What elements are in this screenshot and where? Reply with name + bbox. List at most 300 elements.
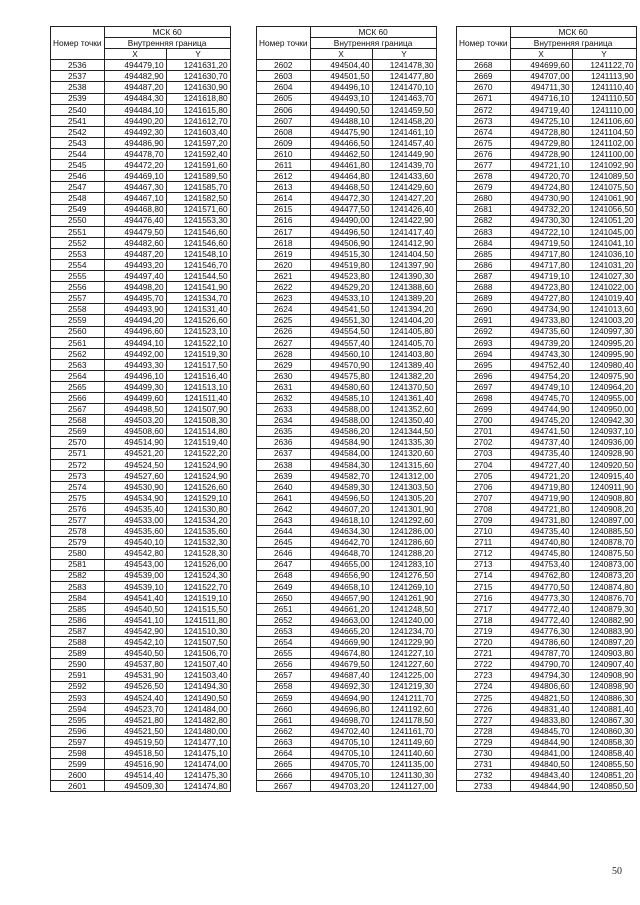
table-row [51, 93, 231, 104]
x-cell: 494468,50 [310, 182, 372, 193]
y-cell: 1241106,60 [572, 115, 636, 126]
table-row [257, 82, 437, 93]
table-row [457, 160, 637, 171]
table-row [51, 204, 231, 215]
table-row [257, 681, 437, 692]
y-cell: 1240881,40 [572, 703, 636, 714]
x-cell: 494490,20 [104, 115, 166, 126]
point-number-cell: 2629 [257, 359, 311, 370]
point-number-cell: 2680 [457, 193, 511, 204]
point-number-cell: 2705 [457, 470, 511, 481]
y-cell: 1241519,40 [166, 437, 230, 448]
x-cell: 494551,30 [310, 315, 372, 326]
table-row [457, 226, 637, 237]
x-cell: 494588,00 [310, 415, 372, 426]
y-cell: 1241541,90 [166, 282, 230, 293]
table-row [257, 426, 437, 437]
x-cell: 494696,80 [310, 703, 372, 714]
point-number-cell: 2696 [457, 370, 511, 381]
point-number-cell: 2593 [51, 692, 105, 703]
table-row [257, 515, 437, 526]
x-cell: 494679,50 [310, 659, 372, 670]
table-row [51, 137, 231, 148]
y-cell: 1241603,40 [166, 126, 230, 137]
x-cell: 494514,40 [104, 770, 166, 781]
x-cell: 494754,20 [510, 370, 572, 381]
point-number-cell: 2565 [51, 382, 105, 393]
y-cell: 1240911,90 [572, 481, 636, 492]
point-number-cell: 2592 [51, 681, 105, 692]
table-row [457, 481, 637, 492]
y-cell: 1240997,30 [572, 326, 636, 337]
y-cell: 1241394,20 [372, 304, 436, 315]
point-number-cell: 2628 [257, 348, 311, 359]
table-row [51, 448, 231, 459]
table-row [51, 304, 231, 315]
point-number-cell: 2640 [257, 481, 311, 492]
point-number-cell: 2619 [257, 248, 311, 259]
point-number-cell: 2575 [51, 492, 105, 503]
x-cell: 494540,50 [104, 603, 166, 614]
table-row [457, 60, 637, 71]
table-row [257, 548, 437, 559]
y-cell: 1240937,10 [572, 426, 636, 437]
table-row [51, 82, 231, 93]
point-number-cell: 2652 [257, 614, 311, 625]
x-cell: 494496,60 [104, 326, 166, 337]
x-cell: 494694,90 [310, 692, 372, 703]
x-cell: 494539,10 [104, 581, 166, 592]
y-cell: 1241515,50 [166, 603, 230, 614]
y-cell: 1241463,70 [372, 93, 436, 104]
y-cell: 1241526,60 [166, 481, 230, 492]
y-cell: 1241092,90 [572, 160, 636, 171]
point-number-cell: 2732 [457, 770, 511, 781]
table-row [51, 526, 231, 537]
table-row [51, 160, 231, 171]
table-row [457, 559, 637, 570]
table-row [457, 648, 637, 659]
y-header: Y [572, 49, 636, 60]
x-cell: 494840,50 [510, 759, 572, 770]
x-cell: 494535,40 [104, 504, 166, 515]
point-number-cell: 2649 [257, 581, 311, 592]
table-row [51, 537, 231, 548]
point-number-cell: 2651 [257, 603, 311, 614]
point-number-cell: 2625 [257, 315, 311, 326]
x-cell: 494821,50 [510, 692, 572, 703]
x-cell: 494745,80 [510, 548, 572, 559]
table-row [457, 437, 637, 448]
table-row [51, 348, 231, 359]
y-cell: 1241484,00 [166, 703, 230, 714]
point-number-cell: 2544 [51, 149, 105, 160]
table-row [457, 237, 637, 248]
y-cell: 1240883,90 [572, 626, 636, 637]
point-number-cell: 2633 [257, 404, 311, 415]
x-cell: 494524,50 [104, 459, 166, 470]
table-row [257, 415, 437, 426]
x-cell: 494541,40 [104, 592, 166, 603]
table-row [457, 426, 637, 437]
point-number-cell: 2643 [257, 515, 311, 526]
y-cell: 1241225,00 [372, 670, 436, 681]
x-cell: 494560,10 [310, 348, 372, 359]
y-cell: 1241510,30 [166, 626, 230, 637]
table-row [457, 304, 637, 315]
y-cell: 1241477,80 [372, 71, 436, 82]
point-number-cell: 2555 [51, 271, 105, 282]
x-cell: 494472,20 [104, 160, 166, 171]
y-cell: 1241571,60 [166, 204, 230, 215]
point-number-cell: 2549 [51, 204, 105, 215]
y-cell: 1240878,70 [572, 537, 636, 548]
table-row [457, 293, 637, 304]
x-cell: 494843,40 [510, 770, 572, 781]
point-number-cell: 2700 [457, 415, 511, 426]
y-cell: 1241122,70 [572, 60, 636, 71]
table-row [457, 82, 637, 93]
table-row [51, 271, 231, 282]
y-cell: 1241615,80 [166, 104, 230, 115]
point-number-cell: 2731 [457, 759, 511, 770]
y-cell: 1241480,00 [166, 725, 230, 736]
point-number-cell: 2546 [51, 171, 105, 182]
table-row [257, 337, 437, 348]
point-number-cell: 2610 [257, 149, 311, 160]
point-number-cell: 2559 [51, 315, 105, 326]
y-cell: 1241361,40 [372, 393, 436, 404]
x-cell: 494744,90 [510, 404, 572, 415]
y-cell: 1241192,60 [372, 703, 436, 714]
x-cell: 494580,60 [310, 382, 372, 393]
table-row [457, 581, 637, 592]
table-row [257, 492, 437, 503]
point-number-cell: 2712 [457, 548, 511, 559]
point-number-cell: 2556 [51, 282, 105, 293]
y-cell: 1240975,90 [572, 370, 636, 381]
x-cell: 494687,40 [310, 670, 372, 681]
point-number-cell: 2571 [51, 448, 105, 459]
table-row [257, 237, 437, 248]
x-cell: 494770,50 [510, 581, 572, 592]
table-row [257, 293, 437, 304]
point-number-cell: 2709 [457, 515, 511, 526]
point-number-cell: 2675 [457, 137, 511, 148]
table-row [51, 581, 231, 592]
point-number-cell: 2608 [257, 126, 311, 137]
y-cell: 1241507,90 [166, 404, 230, 415]
point-number-cell: 2702 [457, 437, 511, 448]
table-row [51, 659, 231, 670]
table-row [51, 182, 231, 193]
page-number: 50 [612, 866, 622, 877]
table-row [457, 348, 637, 359]
table-row [51, 404, 231, 415]
point-number-cell: 2583 [51, 581, 105, 592]
point-number-cell: 2552 [51, 237, 105, 248]
table-row [257, 759, 437, 770]
point-number-cell: 2615 [257, 204, 311, 215]
table-row [457, 459, 637, 470]
y-cell: 1241350,40 [372, 415, 436, 426]
point-number-cell: 2639 [257, 470, 311, 481]
table-row [257, 326, 437, 337]
table-row [457, 492, 637, 503]
x-cell: 494570,90 [310, 359, 372, 370]
x-cell: 494733,80 [510, 315, 572, 326]
table-row [257, 149, 437, 160]
x-cell: 494529,20 [310, 282, 372, 293]
x-cell: 494542,10 [104, 637, 166, 648]
point-number-cell: 2632 [257, 393, 311, 404]
boundary-header: Внутренняя граница [510, 38, 636, 49]
y-cell: 1241404,50 [372, 248, 436, 259]
table-row [51, 293, 231, 304]
point-number-cell: 2669 [457, 71, 511, 82]
y-cell: 1240873,20 [572, 570, 636, 581]
y-cell: 1241482,80 [166, 714, 230, 725]
y-cell: 1240936,00 [572, 437, 636, 448]
y-cell: 1241286,00 [372, 526, 436, 537]
x-cell: 494752,40 [510, 359, 572, 370]
y-cell: 1241508,30 [166, 415, 230, 426]
point-number-cell: 2562 [51, 348, 105, 359]
y-cell: 1241429,60 [372, 182, 436, 193]
y-cell: 1241526,00 [166, 559, 230, 570]
point-number-cell: 2684 [457, 237, 511, 248]
table-row [457, 781, 637, 792]
x-cell: 494707,00 [510, 71, 572, 82]
y-cell: 1241315,60 [372, 459, 436, 470]
x-cell: 494787,70 [510, 648, 572, 659]
table-row [257, 781, 437, 792]
point-number-cell: 2600 [51, 770, 105, 781]
point-number-cell: 2719 [457, 626, 511, 637]
y-cell: 1240995,20 [572, 337, 636, 348]
y-cell: 1241534,70 [166, 293, 230, 304]
y-cell: 1241426,40 [372, 204, 436, 215]
x-cell: 494467,30 [104, 182, 166, 193]
x-cell: 494493,90 [104, 304, 166, 315]
y-cell: 1241130,30 [372, 770, 436, 781]
x-cell: 494497,40 [104, 271, 166, 282]
y-cell: 1240858,40 [572, 748, 636, 759]
table-row [257, 714, 437, 725]
x-cell: 494493,30 [104, 359, 166, 370]
y-cell: 1240875,50 [572, 548, 636, 559]
y-cell: 1241140,60 [372, 748, 436, 759]
x-cell: 494634,30 [310, 526, 372, 537]
x-cell: 494749,10 [510, 382, 572, 393]
table-row [257, 193, 437, 204]
y-cell: 1241219,30 [372, 681, 436, 692]
table-row [457, 315, 637, 326]
y-cell: 1241161,70 [372, 725, 436, 736]
y-cell: 1240867,30 [572, 714, 636, 725]
table-row [257, 592, 437, 603]
point-number-cell: 2647 [257, 559, 311, 570]
x-cell: 494526,50 [104, 681, 166, 692]
table-row [257, 315, 437, 326]
y-cell: 1241102,00 [572, 137, 636, 148]
y-cell: 1241477,10 [166, 737, 230, 748]
point-number-cell: 2713 [457, 559, 511, 570]
table-row [51, 415, 231, 426]
y-cell: 1241531,40 [166, 304, 230, 315]
point-number-cell: 2636 [257, 437, 311, 448]
point-number-cell: 2578 [51, 526, 105, 537]
table-row [257, 182, 437, 193]
y-cell: 1241110,00 [572, 104, 636, 115]
table-row [257, 659, 437, 670]
y-cell: 1241517,50 [166, 359, 230, 370]
table-row [257, 137, 437, 148]
table-row [257, 537, 437, 548]
x-cell: 494467,10 [104, 193, 166, 204]
table-row [51, 193, 231, 204]
x-cell: 494466,50 [310, 137, 372, 148]
point-number-cell: 2627 [257, 337, 311, 348]
point-number-cell: 2686 [457, 259, 511, 270]
y-cell: 1241433,60 [372, 171, 436, 182]
table-row [51, 637, 231, 648]
x-cell: 494509,30 [104, 781, 166, 792]
point-number-cell: 2691 [457, 315, 511, 326]
point-number-cell: 2574 [51, 481, 105, 492]
y-cell: 1240858,30 [572, 737, 636, 748]
table-row [257, 71, 437, 82]
y-cell: 1241312,00 [372, 470, 436, 481]
y-cell: 1241041,10 [572, 237, 636, 248]
table-row [257, 160, 437, 171]
y-cell: 1241507,50 [166, 637, 230, 648]
point-number-cell: 2645 [257, 537, 311, 548]
x-cell: 494844,90 [510, 737, 572, 748]
x-cell: 494533,00 [104, 515, 166, 526]
y-cell: 1241286,60 [372, 537, 436, 548]
point-number-cell: 2721 [457, 648, 511, 659]
point-number-cell: 2613 [257, 182, 311, 193]
x-cell: 494772,40 [510, 614, 572, 625]
table-row [51, 626, 231, 637]
table-row [51, 759, 231, 770]
x-cell: 494698,70 [310, 714, 372, 725]
point-number-cell: 2661 [257, 714, 311, 725]
y-cell: 1240860,30 [572, 725, 636, 736]
y-cell: 1241089,50 [572, 171, 636, 182]
table-row [51, 781, 231, 792]
x-cell: 494539,00 [104, 570, 166, 581]
point-number-cell: 2720 [457, 637, 511, 648]
table-row [51, 492, 231, 503]
y-cell: 1241104,50 [572, 126, 636, 137]
x-cell: 494524,40 [104, 692, 166, 703]
point-number-cell: 2701 [457, 426, 511, 437]
x-cell: 494721,80 [510, 504, 572, 515]
x-cell: 494468,80 [104, 204, 166, 215]
point-number-cell: 2540 [51, 104, 105, 115]
point-number-cell: 2543 [51, 137, 105, 148]
table-row [257, 626, 437, 637]
point-number-cell: 2685 [457, 248, 511, 259]
x-cell: 494741,50 [510, 426, 572, 437]
coordinate-system-header: МСК 60 [310, 27, 436, 38]
y-cell: 1241524,90 [166, 470, 230, 481]
point-number-cell: 2581 [51, 559, 105, 570]
x-cell: 494479,50 [104, 226, 166, 237]
point-number-cell: 2722 [457, 659, 511, 670]
y-cell: 1240950,00 [572, 404, 636, 415]
table-row [457, 681, 637, 692]
y-cell: 1241544,50 [166, 271, 230, 282]
point-number-cell: 2584 [51, 592, 105, 603]
x-cell: 494702,40 [310, 725, 372, 736]
table-row [457, 548, 637, 559]
x-cell: 494476,40 [104, 215, 166, 226]
table-row [257, 692, 437, 703]
x-cell: 494648,70 [310, 548, 372, 559]
x-cell: 494554,50 [310, 326, 372, 337]
table-row [51, 126, 231, 137]
x-cell: 494790,70 [510, 659, 572, 670]
y-cell: 1241630,90 [166, 82, 230, 93]
table-row [51, 104, 231, 115]
x-cell: 494542,80 [104, 548, 166, 559]
table-row [457, 415, 637, 426]
y-cell: 1241503,40 [166, 670, 230, 681]
point-number-cell: 2580 [51, 548, 105, 559]
x-cell: 494833,80 [510, 714, 572, 725]
x-cell: 494482,90 [104, 71, 166, 82]
y-cell: 1241227,60 [372, 659, 436, 670]
table-row [457, 626, 637, 637]
y-cell: 1240886,30 [572, 692, 636, 703]
x-cell: 494699,60 [510, 60, 572, 71]
x-cell: 494490,50 [310, 104, 372, 115]
point-number-cell: 2641 [257, 492, 311, 503]
y-cell: 1241553,30 [166, 215, 230, 226]
table-row [257, 348, 437, 359]
table-row [257, 248, 437, 259]
point-number-header: Номер точки [51, 27, 105, 60]
y-cell: 1241412,90 [372, 237, 436, 248]
point-number-cell: 2570 [51, 437, 105, 448]
table-row [51, 337, 231, 348]
table-row [51, 592, 231, 603]
y-cell: 1241100,00 [572, 149, 636, 160]
point-number-cell: 2660 [257, 703, 311, 714]
point-number-cell: 2596 [51, 725, 105, 736]
x-cell: 494496,10 [310, 82, 372, 93]
table-row [51, 226, 231, 237]
point-number-cell: 2662 [257, 725, 311, 736]
x-cell: 494724,80 [510, 182, 572, 193]
y-cell: 1241110,50 [572, 93, 636, 104]
y-cell: 1241388,60 [372, 282, 436, 293]
point-number-cell: 2551 [51, 226, 105, 237]
table-row [457, 271, 637, 282]
point-number-cell: 2542 [51, 126, 105, 137]
x-cell: 494607,20 [310, 504, 372, 515]
x-cell: 494845,70 [510, 725, 572, 736]
y-cell: 1241535,60 [166, 526, 230, 537]
table-row [457, 282, 637, 293]
boundary-header: Внутренняя граница [310, 38, 436, 49]
table-row [51, 714, 231, 725]
y-cell: 1241283,10 [372, 559, 436, 570]
x-cell: 494503,20 [104, 415, 166, 426]
